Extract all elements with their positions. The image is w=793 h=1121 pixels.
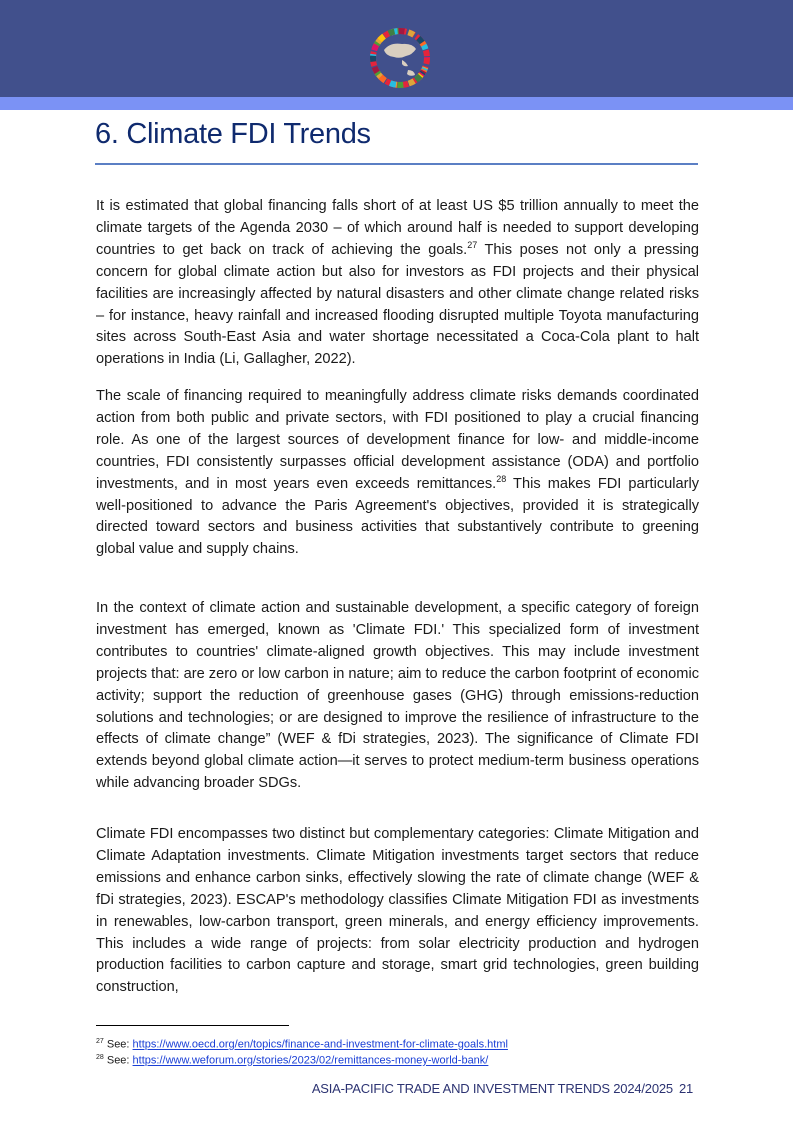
body-paragraph xyxy=(96,196,699,371)
footnote xyxy=(96,1051,488,1068)
footnote-prefix: See: xyxy=(103,1038,133,1051)
footnote-number: 27 xyxy=(96,1038,104,1045)
body-paragraph: In the context of climate action and sustainable development, a specific category of foreign investment has emerged, known as 'Climate FDI.' This specialized form of investment contributes to countries' climate-aligned growth objectives. This may include investment projects that: are zero or low carbon in nature; aim to reduce the carbon footprint of economic activity; support the reduction of greenhouse gases (GHG) through emissions-reduction solutions and technologies; or are designed to improve the resilience of infrastructure to the effects of climate change” (WEF & fDi strategies, 2023). The significance of Climate FDI extends beyond global climate action—it serves to protect medium-term business operations while advancing broader SDGs. xyxy=(96,600,699,792)
footnote-link[interactable]: https://www.weforum.org/stories/2023/02/remittances-money-world-bank/ xyxy=(132,1054,489,1067)
page-footer xyxy=(312,1081,693,1096)
footnote-ref[interactable]: 27 xyxy=(467,239,478,250)
footnote-link[interactable]: https://www.oecd.org/en/topics/finance-and-investment-for-climate-goals.html xyxy=(132,1038,508,1051)
title-underline xyxy=(95,163,698,165)
publication-title: ASIA-PACIFIC TRADE AND INVESTMENT TRENDS 2024/2025 xyxy=(311,1081,673,1096)
header-accent-band xyxy=(0,97,793,110)
paragraph-text: This makes FDI particularly well-positioned to advance the Paris Agreement's objectives, provided it is strategically directed toward sectors and business activities that substantively contribute to greening global value and supply chains. xyxy=(96,475,699,558)
sdg-wheel-asia-pacific-map-icon xyxy=(368,26,432,90)
footnote-prefix: See: xyxy=(103,1054,133,1067)
page-number: 21 xyxy=(678,1081,693,1096)
paragraph-text: The scale of financing required to meaningfully address climate risks demands coordinated action from both public and private sectors, with FDI positioned to play a crucial financing role. As one of the largest sources of development finance for low- and middle-income countries, FDI consistently surpasses official development assistance (ODA) and portfolio investments, and in most years even exceeds remittances. xyxy=(96,388,699,492)
footnote-separator xyxy=(96,1025,289,1026)
paragraph-text: This poses not only a pressing concern for global climate action but also for investors as FDI projects and their physical facilities are increasingly affected by natural disasters and other climate change related risks – for instance, heavy rainfall and increased flooding disrupted multiple Toyota manufacturing sites across South-East Asia and water shortage necessitated a Coca-Cola plant to halt operations in India (Li, Gallagher, 2022). xyxy=(96,241,699,368)
footnote-number: 28 xyxy=(96,1054,104,1061)
footnote-ref[interactable]: 28 xyxy=(496,473,507,484)
section-title: 6. Climate FDI Trends xyxy=(95,118,371,150)
paragraph-text: It is estimated that global financing falls short of at least US $5 trillion annually to meet the climate targets of the Agenda 2030 – of which around half is needed to support developing countries to get back on track of achieving the goals. xyxy=(96,198,699,258)
body-paragraph: Climate FDI encompasses two distinct but complementary categories: Climate Mitigation and Climate Adaptation investments. Climate Mitigation investments target sectors that reduce emissions and enhance carbon sinks, effectively slowing the rate of climate change (WEF & fDi strategies, 2023). ESCAP's methodology classifies Climate Mitigation FDI as investments in renewables, low-carbon transport, green minerals, and energy efficiency improvements. This includes a wide range of projects: from solar electricity production and hydrogen production facilities to carbon capture and storage, smart grid technologies, green building construction, xyxy=(96,826,699,996)
footnote xyxy=(96,1035,508,1052)
body-paragraph xyxy=(96,386,699,561)
